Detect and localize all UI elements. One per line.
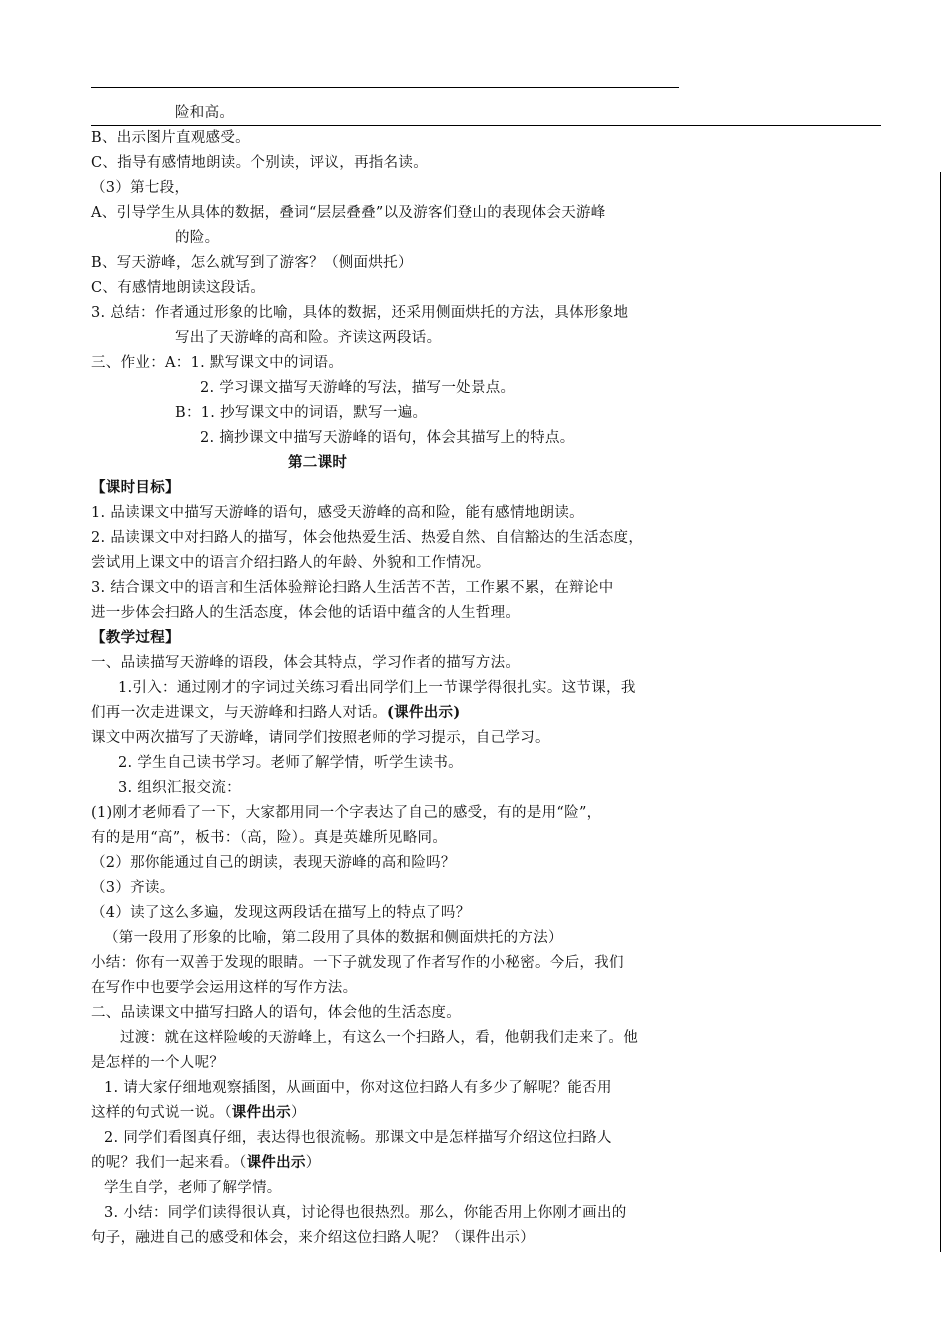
text-line: 的险。: [175, 230, 220, 246]
text-line: 一、品读描写天游峰的语段，体会其特点，学习作者的描写方法。: [91, 655, 521, 671]
text-line: 2. 学生自己读书学习。老师了解学情，听学生读书。: [118, 755, 463, 771]
text-line: 尝试用上课文中的语言介绍扫路人的年龄、外貌和工作情况。: [91, 555, 491, 571]
text-line: 【课时目标】: [91, 479, 180, 496]
section-rule: [91, 125, 881, 126]
text-line: 【教学过程】: [91, 629, 180, 646]
text-line: 句子，融进自己的感受和体会，来介绍这位扫路人呢？（课件出示）: [91, 1230, 535, 1246]
text-line: 三、作业：A：1. 默写课文中的词语。: [91, 355, 344, 371]
text-line: （第一段用了形象的比喻，第二段用了具体的数据和侧面烘托的方法）: [104, 930, 563, 946]
text-line: （4）读了这么多遍，发现这两段话在描写上的特点了吗？: [91, 905, 471, 921]
text-line: 二、品读课文中描写扫路人的语句，体会他的生活态度。: [91, 1005, 461, 1021]
text-line: 在写作中也要学会运用这样的写作方法。: [91, 980, 358, 996]
text-line: C、有感情地朗读这段话。: [91, 280, 266, 296]
text-line: (1)刚才老师看了一下，大家都用同一个字表达了自己的感受，有的是用“险”，: [91, 805, 602, 821]
text-line: 3. 总结：作者通过形象的比喻，具体的数据，还采用侧面烘托的方法，具体形象地: [91, 305, 629, 321]
text-line: 3. 组织汇报交流：: [118, 780, 241, 796]
text-line: B、出示图片直观感受。: [91, 130, 250, 146]
text-line: 3. 小结：同学们读得很认真，讨论得也很热烈。那么，你能否用上你刚才画出的: [104, 1205, 627, 1221]
header-rule: [91, 87, 679, 88]
text-line: 2. 学习课文描写天游峰的写法，描写一处景点。: [200, 380, 516, 396]
text-line: 1. 请大家仔细地观察插图，从画面中，你对这位扫路人有多少了解呢？能否用: [104, 1080, 612, 1096]
text-line: 们再一次走进课文，与天游峰和扫路人对话。(课件出示): [91, 704, 461, 721]
text-line: 1. 品读课文中描写天游峰的语句，感受天游峰的高和险，能有感情地朗读。: [91, 505, 584, 521]
text-line: 进一步体会扫路人的生活态度，体会他的话语中蕴含的人生哲理。: [91, 605, 521, 621]
text-line: （3）齐读。: [91, 880, 175, 896]
text-line: 学生自学，老师了解学情。: [104, 1180, 282, 1196]
text-line: 2. 品读课文中对扫路人的描写，体会他热爱生活、热爱自然、自信豁达的生活态度，: [91, 530, 644, 546]
text-line: 小结：你有一双善于发现的眼睛。一下子就发现了作者写作的小秘密。今后，我们: [91, 955, 624, 971]
text-line: 课文中两次描写了天游峰，请同学们按照老师的学习提示，自己学习。: [91, 730, 550, 746]
text-line: 2. 摘抄课文中描写天游峰的语句，体会其描写上的特点。: [200, 430, 575, 446]
text-line: 3. 结合课文中的语言和生活体验辩论扫路人生活苦不苦，工作累不累，在辩论中: [91, 580, 614, 596]
text-line: A、引导学生从具体的数据，叠词“层层叠叠”以及游客们登山的表现体会天游峰: [91, 205, 606, 221]
text-line: 第二课时: [288, 454, 348, 471]
page-edge-rule: [940, 172, 941, 1252]
text-line: 的呢？我们一起来看。（课件出示）: [91, 1154, 321, 1171]
text-line: 1.引入：通过刚才的字词过关练习看出同学们上一节课学得很扎实。这节课，我: [118, 680, 636, 696]
text-line: 险和高。: [175, 105, 235, 121]
text-line: B：1. 抄写课文中的词语，默写一遍。: [175, 405, 428, 421]
text-line: （3）第七段，: [91, 180, 190, 196]
text-line: 2. 同学们看图真仔细，表达得也很流畅。那课文中是怎样描写介绍这位扫路人: [104, 1130, 612, 1146]
text-line: 这样的句式说一说。（课件出示）: [91, 1104, 306, 1121]
text-line: 是怎样的一个人呢？: [91, 1055, 225, 1071]
text-line: 写出了天游峰的高和险。齐读这两段话。: [175, 330, 442, 346]
text-line: 有的是用“高”，板书：（高，险）。真是英雄所见略同。: [91, 830, 448, 846]
text-line: B、写天游峰，怎么就写到了游客？（侧面烘托）: [91, 255, 413, 271]
text-line: 过渡：就在这样险峻的天游峰上，有这么一个扫路人，看，他朝我们走来了。他: [120, 1030, 638, 1046]
text-line: C、指导有感情地朗读。个别读，评议，再指名读。: [91, 155, 428, 171]
text-line: （2）那你能通过自己的朗读，表现天游峰的高和险吗？: [91, 855, 456, 871]
